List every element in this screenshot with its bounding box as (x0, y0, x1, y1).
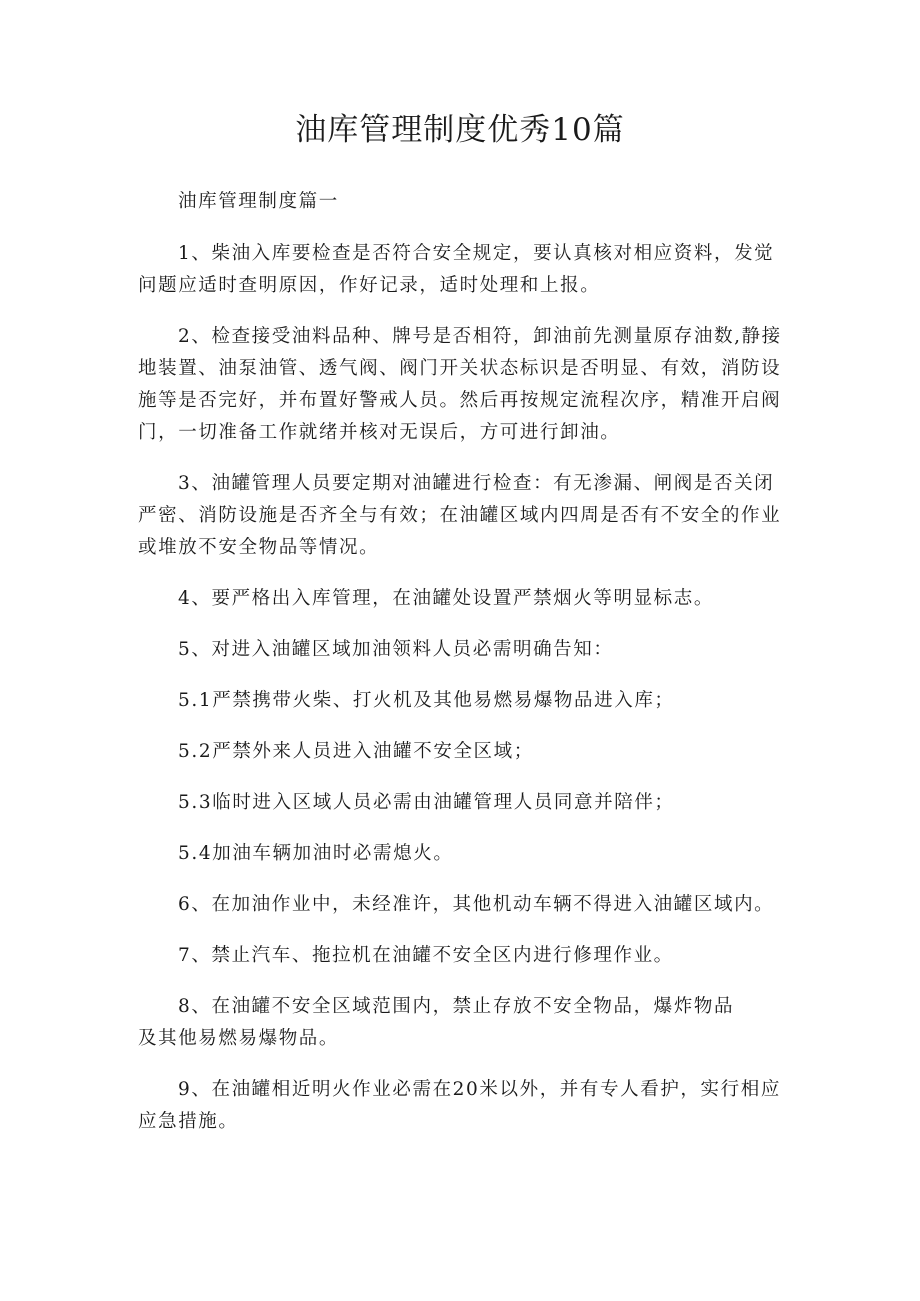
paragraph-line: 地装置、油泵油管、透气阀、阀门开关状态标识是否明显、有效，消防设 (138, 358, 782, 379)
paragraph-line: 严密、消防设施是否齐全与有效；在油罐区域内四周是否有不安全的作业 (138, 505, 782, 526)
paragraph (138, 468, 790, 564)
paragraph (138, 889, 790, 921)
paragraph-line: 7、禁止汽车、拖拉机在油罐不安全区内进行修理作业。 (178, 945, 674, 966)
paragraph-line: 油库管理制度篇一 (178, 191, 339, 212)
paragraph-line: 4、要严格出入库管理，在油罐处设置严禁烟火等明显标志。 (178, 588, 714, 609)
paragraph-line: 3、油罐管理人员要定期对油罐进行检查：有无渗漏、闸阀是否关闭 (178, 473, 775, 494)
paragraph (138, 1074, 790, 1138)
paragraph (138, 685, 790, 717)
paragraph-line: 或堆放不安全物品等情况。 (138, 537, 380, 558)
paragraph-line: 问题应适时查明原因，作好记录，适时处理和上报。 (138, 275, 601, 296)
document-title: 油库管理制度优秀10篇 (295, 112, 625, 148)
paragraph-line: 5.2严禁外来人员进入油罐不安全区域； (178, 741, 534, 762)
paragraph-line: 5.4加油车辆加油时必需熄火。 (178, 843, 454, 864)
paragraph-line: 5.3临时进入区域人员必需由油罐管理人员同意并陪伴； (178, 792, 675, 813)
section-heading (138, 186, 790, 218)
paragraph (138, 238, 790, 302)
paragraph (138, 940, 790, 972)
paragraph-line: 及其他易燃易爆物品。 (138, 1028, 340, 1049)
paragraph (138, 634, 790, 666)
paragraph (138, 583, 790, 615)
paragraph-line: 9、在油罐相近明火作业必需在20米以外，并有专人看护，实行相应 (178, 1079, 781, 1100)
paragraph-line: 8、在油罐不安全区域范围内，禁止存放不安全物品，爆炸物品 (178, 996, 735, 1017)
paragraph-line: 5、对进入油罐区域加油领料人员必需明确告知： (178, 639, 614, 660)
paragraph (138, 321, 790, 449)
paragraph-line: 门，一切准备工作就绪并核对无误后，方可进行卸油。 (138, 422, 621, 443)
paragraph (138, 736, 790, 768)
paragraph (138, 838, 790, 870)
paragraph-line: 1、柴油入库要检查是否符合安全规定，要认真核对相应资料，发觉 (178, 243, 775, 264)
document-body (138, 186, 790, 1157)
paragraph (138, 787, 790, 819)
paragraph-line: 2、检查接受油料品种、牌号是否相符，卸油前先测量原存油数,静接 (178, 326, 782, 347)
paragraph-line: 6、在加油作业中，未经准许，其他机动车辆不得进入油罐区域内。 (178, 894, 775, 915)
paragraph-line: 5.1严禁携带火柴、打火机及其他易燃易爆物品进入库； (178, 690, 675, 711)
paragraph-line: 施等是否完好，并布置好警戒人员。然后再按规定流程次序，精准开启阀 (138, 390, 782, 411)
paragraph (138, 991, 790, 1055)
paragraph-line: 应急措施。 (138, 1111, 239, 1132)
